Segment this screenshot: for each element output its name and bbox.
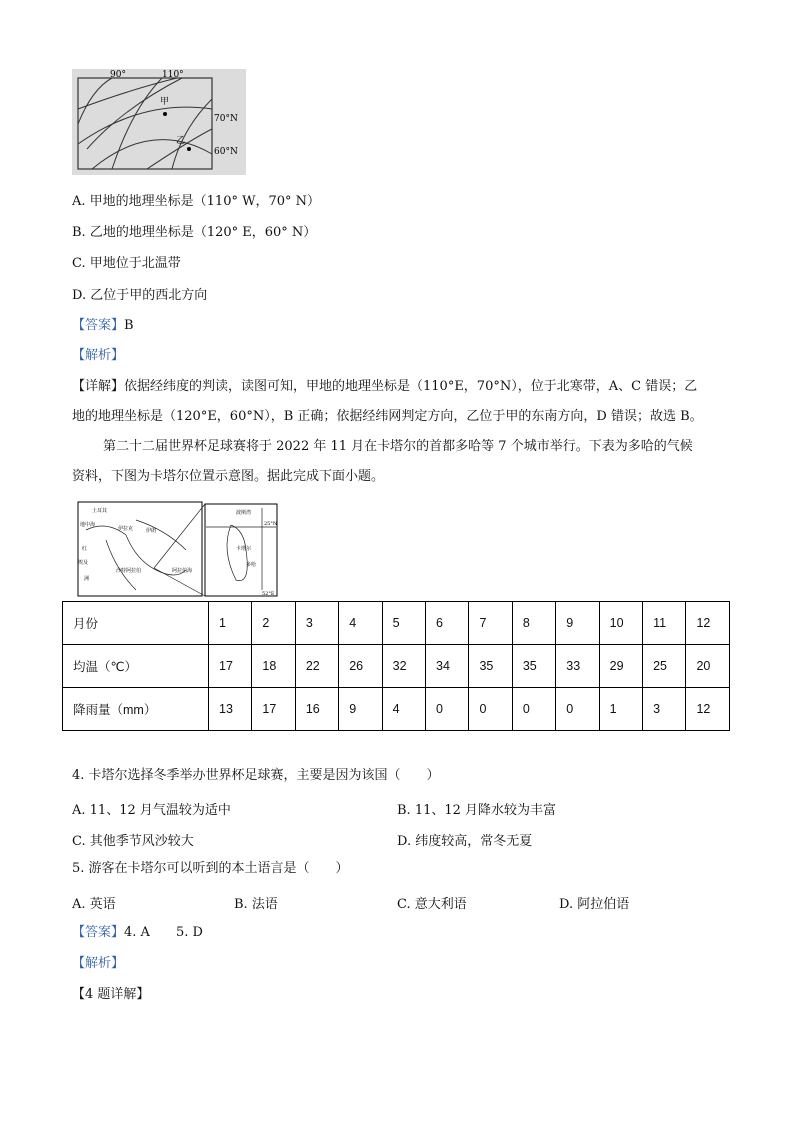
q4-option-d: D. 纬度较高，常冬无夏 [397, 834, 533, 849]
table-cell: 0 [512, 688, 555, 731]
table-row [63, 688, 730, 731]
map-label: 红 [82, 546, 88, 552]
answer-value: B [124, 318, 134, 333]
graticule-figure [72, 69, 246, 175]
answer-label: 【答案】 [72, 925, 125, 940]
point-label: 乙 [176, 136, 186, 146]
table-cell: 16 [295, 688, 338, 731]
table-cell: 34 [426, 645, 469, 688]
map-label: 阿拉伯海 [172, 568, 193, 574]
intro-line: 资料，下图为卡塔尔位置示意图。据此完成下面小题。 [72, 469, 385, 484]
table-cell: 1 [209, 602, 252, 645]
qatar-location-map [76, 500, 282, 598]
lat-label: 70°N [214, 114, 238, 124]
table-cell: 32 [382, 645, 425, 688]
table-row [63, 645, 730, 688]
map-label: 卡塔尔 [236, 546, 252, 552]
table-cell: 11 [643, 602, 686, 645]
table-cell: 17 [209, 645, 252, 688]
table-cell: 4 [339, 602, 382, 645]
table-cell: 0 [556, 688, 599, 731]
table-cell: 33 [556, 645, 599, 688]
map-label: 沙特阿拉伯 [116, 568, 142, 574]
table-row [63, 602, 730, 645]
table-cell: 17 [252, 688, 295, 731]
table-cell: 12 [686, 602, 730, 645]
lon-label: 90° [110, 70, 126, 80]
table-cell: 18 [252, 645, 295, 688]
answer-line [72, 318, 134, 334]
table-cell: 25 [643, 645, 686, 688]
q5-option-a: A. 英语 [72, 897, 116, 912]
map-label: 伊拉克 [118, 526, 134, 532]
option-b: B. 乙地的地理坐标是（120° E，60° N） [72, 225, 317, 240]
map-label: 埃及 [78, 560, 89, 566]
point-label: 甲 [160, 97, 170, 107]
table-cell: 35 [469, 645, 512, 688]
option-d: D. 乙位于甲的西北方向 [72, 288, 208, 303]
table-cell: 22 [295, 645, 338, 688]
detail-4-label: 【4 题详解】 [72, 987, 150, 1002]
table-cell: 20 [686, 645, 730, 688]
map-label: 地中海 [80, 522, 96, 528]
map-label: 洲 [84, 576, 90, 582]
intro-line: 第二十二届世界杯足球赛将于 2022 年 11 月在卡塔尔的首都多哈等 7 个城市举行。下表为多哈的气候 [103, 439, 693, 454]
table-cell: 35 [512, 645, 555, 688]
q4-option-b: B. 11、12 月降水较为丰富 [397, 803, 557, 818]
table-cell: 3 [643, 688, 686, 731]
table-cell: 3 [295, 602, 338, 645]
q5-option-d: D. 阿拉伯语 [559, 897, 630, 912]
option-c: C. 甲地位于北温带 [72, 256, 181, 271]
table-cell: 5 [382, 602, 425, 645]
table-cell: 9 [339, 688, 382, 731]
map-label: 伊朗 [146, 528, 157, 534]
detail-line: 【详解】依据经纬度的判读，读图可知，甲地的地理坐标是（110°E，70°N），位于北寒带，A、C 错误；乙 [72, 379, 698, 394]
q4-option-a: A. 11、12 月气温较为适中 [72, 803, 231, 818]
lat-label: 60°N [214, 147, 238, 157]
table-cell: 12 [686, 688, 730, 731]
table-cell: 0 [469, 688, 512, 731]
row-header: 均温（℃） [63, 645, 209, 688]
row-header: 月份 [63, 602, 209, 645]
q5-option-c: C. 意大利语 [397, 897, 467, 912]
table-cell: 7 [469, 602, 512, 645]
question-5: 5. 游客在卡塔尔可以听到的本土语言是（ ） [72, 861, 349, 876]
table-cell: 2 [252, 602, 295, 645]
answer-label: 【答案】 [72, 318, 125, 333]
table-cell: 9 [556, 602, 599, 645]
table-cell: 1 [599, 688, 642, 731]
answer-value: 4. A 5. D [124, 925, 203, 940]
analysis-label: 【解析】 [72, 348, 125, 363]
row-header: 降雨量（mm） [63, 688, 209, 731]
table-cell: 10 [599, 602, 642, 645]
table-cell: 8 [512, 602, 555, 645]
map-label: 52°E [262, 591, 275, 597]
q5-option-b: B. 法语 [234, 897, 278, 912]
map-label: 土耳其 [92, 508, 108, 514]
lon-label: 110° [162, 70, 184, 80]
option-a: A. 甲地的地理坐标是（110° W，70° N） [72, 194, 321, 209]
map-label: 多哈 [246, 562, 257, 568]
table-cell: 4 [382, 688, 425, 731]
table-cell: 29 [599, 645, 642, 688]
map-label: 25°N [264, 521, 278, 527]
q4-option-c: C. 其他季节风沙较大 [72, 834, 194, 849]
climate-table [62, 601, 730, 731]
table-cell: 13 [209, 688, 252, 731]
detail-line: 地的地理坐标是（120°E，60°N），B 正确；依据经纬网判定方向，乙位于甲的东南方向，D 错误；故选 B。 [72, 409, 703, 424]
table-cell: 0 [426, 688, 469, 731]
answer-line [72, 925, 203, 941]
table-cell: 6 [426, 602, 469, 645]
analysis-label: 【解析】 [72, 956, 125, 971]
map-label: 波斯湾 [236, 510, 252, 516]
question-4: 4. 卡塔尔选择冬季举办世界杯足球赛，主要是因为该国（ ） [72, 768, 440, 783]
table-cell: 26 [339, 645, 382, 688]
